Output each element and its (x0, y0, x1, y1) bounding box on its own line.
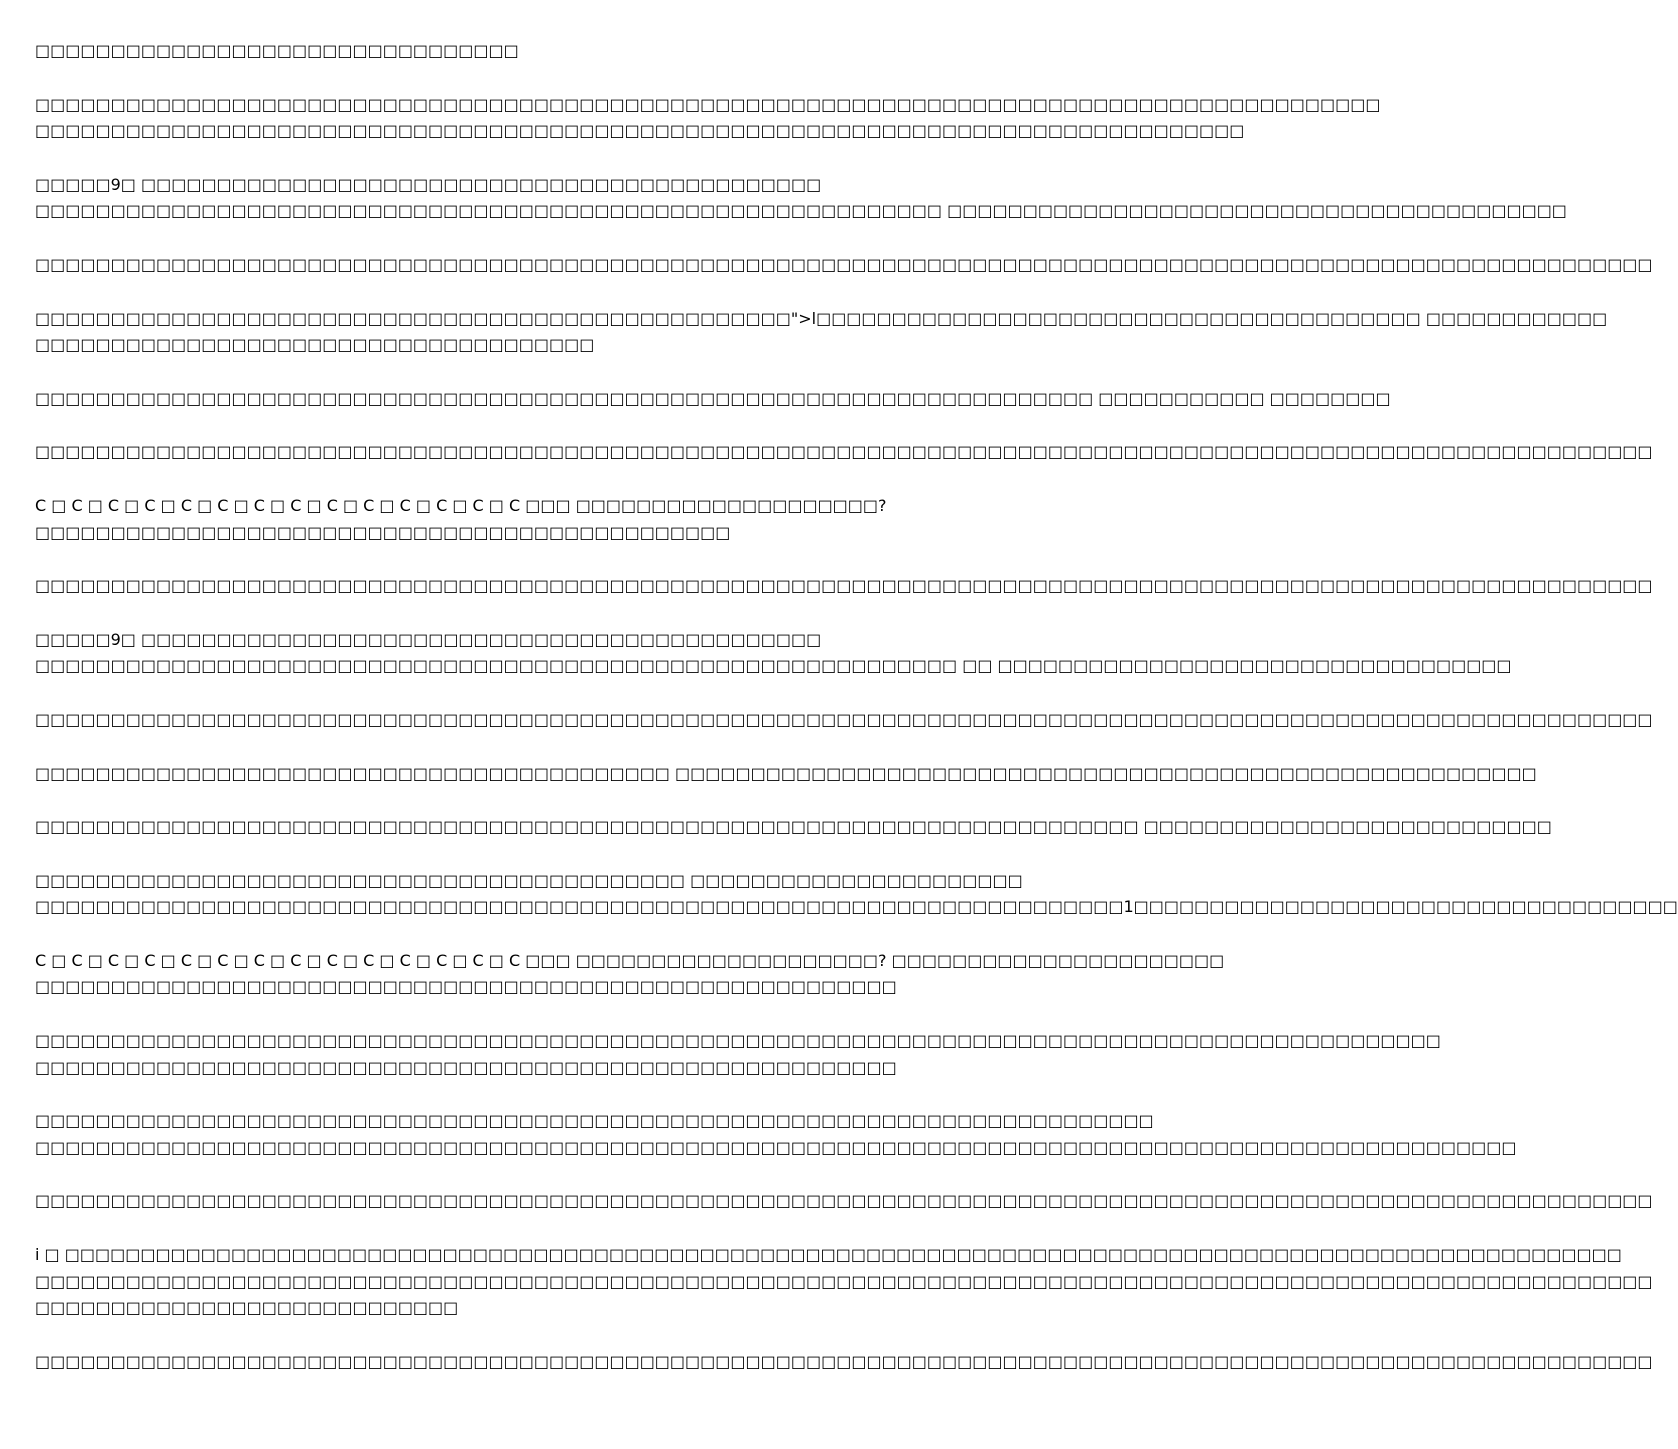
text-line: □□□□□□□□□□□□□□□□□□□□□□□□□□□□□□□□□□□□□□□□□□□□□□□□□□□□□□□□□□□□□□□□□□□□□□□□□□□□□□□□□□□□□□□□□□□□□□□□□□□□□□□□□□□ (35, 254, 1653, 274)
text-line: □□□□□□□□□□□□□□□□□□□□□□□□□□□□ (35, 1298, 459, 1318)
text-line: □□□□□□□□□□□□□□□□□□□□□□□□□□□□□□□□□□□□□□□□□□□□□□□□□□□□□□□□□□□□□□□□□□□□□□□□□□□□□□□□ (35, 121, 1245, 141)
text-line: □□□□□□□□□□□□□□□□□□□□□□□□□□□□□□□□□□□□□□□□□□□□□□□□□□□□□□□□□□□□□□□□□□□□□□□□□□□□□□□□□□□□□□□□□□□□□□□□□□□□□□□□□□□ (35, 442, 1653, 462)
text-line: □□□□□□□□□□□□□□□□□□□□□□□□□□□□□□□□□□□□□ (35, 335, 595, 355)
paragraph (35, 573, 1653, 600)
paragraph (35, 948, 1225, 1001)
paragraph (35, 1028, 1441, 1081)
text-line: □□□□□□□□□□□□□□□□□□□□□□□□□□□□□□□□□□□□□□□□□□□□□□□□□□□□□□□□□□□□ □□□□□□□□□□□□□□□□□□□□□□□□□□□□□□□□□□□□□□□□□ (35, 201, 1567, 221)
text-line: □□□□□□□□□□□□□□□□□□□□□□□□□□□□□□□□□□□□□□□□□□□ □□□□□□□□□□□□□□□□□□□□□□ (35, 870, 1023, 890)
text-line: C □ C □ C □ C □ C □ C □ C □ C □ C □ C □ C □ C □ C □ C □□□ □□□□□□□□□□□□□□□□□□□□? (35, 495, 887, 515)
text-line: □□□□□□□□□□□□□□□□□□□□□□□□□□□□□□□□□□□□□□□□□□□□□□□□□□">l□□□□□□□□□□□□□□□□□□□□□□□□□□□□□□□□□□□□□□□□ □□□□□□□□□□□□ (35, 308, 1608, 328)
text-line: □□□□□□□□□□□□□□□□□□□□□□□□□□□□□□□□□□□□□□□□□□□□□□ (35, 522, 731, 542)
paragraph (35, 1188, 1653, 1215)
text-line: □□□□□□□□□□□□□□□□□□□□□□□□□□□□□□□□□□□□□□□□□□□□□□□□□□□□□□□□□□□□□□□□□□□□□□□□□ □□□□□□□□□□□□□□□□□□□□□□□□□□□ (35, 817, 1552, 837)
text-line: □□□□□□□□□□□□□□□□□□□□□□□□□□□□□□□□□□□□□□□□□□□□□□□□□□□□□□□□□□□□□□□□□□□□□□ □□□□□□□□□□□ □□□□□□□□ (35, 388, 1391, 408)
text-line: □□□□□□□□□□□□□□□□□□□□□□□□□□□□□□□□□□□□□□□□□□□□□□□□□□□□□□□□□□□□□□□□□□□□□□□□1□□□□□□□□□□□□□□□□□□□□□□□□□□□□□□□□□□□□ (35, 897, 1678, 917)
paragraph (35, 1242, 1653, 1322)
paragraph (35, 868, 1678, 921)
paragraph (35, 38, 990, 65)
paragraph (35, 761, 1537, 788)
text-line: □□□□□□□□□□□□□□□□□□□□□□□□□□□□□□□□□□□□□□□□□□□□□□□□□□□□□□□□□□□□□ □□ □□□□□□□□□□□□□□□□□□□□□□□□□□□□□□□□□□ (35, 656, 1512, 676)
text-line: i □ □□□□□□□□□□□□□□□□□□□□□□□□□□□□□□□□□□□□□□□□□□□□□□□□□□□□□□□□□□□□□□□□□□□□□□□□□□□□□□□□□□□□□□□□□□□□□□□□□□□□□□□ (35, 1245, 1622, 1265)
text-line: □□□□□9□ □□□□□□□□□□□□□□□□□□□□□□□□□□□□□□□□□□□□□□□□□□□□□ (35, 629, 822, 649)
text-line: □□□□□□□□□□□□□□□□□□□□□□□□□□□□□□□□□□□□□□□□□□□□□□□□□□□□□□□□□□□□□□□□□□□□□□□□□□□□□□□□□□□□□□□□□□□□□□□□□□□□□□□□□□□ (35, 1191, 1653, 1211)
paragraph (35, 386, 1391, 413)
paragraph (35, 92, 1381, 145)
text-line: □□□□□□□□□□□□□□□□□□□□□□□□□□□□□□□□ (35, 41, 519, 60)
text-line: □□□□□□□□□□□□□□□□□□□□□□□□□□□□□□□□□□□□□□□□□□□□□□□□□□□□□□□□□ (35, 977, 897, 997)
paragraph (35, 493, 990, 546)
paragraph (35, 252, 1653, 279)
paragraph (35, 439, 1653, 466)
paragraph (35, 172, 1567, 225)
text-line: □□□□□□□□□□□□□□□□□□□□□□□□□□□□□□□□□□□□□□□□□□□□□□□□□□□□□□□□□□□□□□□□□□□□□□□□□□□□□□□□□□□□□□□□□□□□□□□□□□ (35, 1137, 1517, 1157)
paragraph (35, 1108, 1517, 1161)
text-line: □□□□□□□□□□□□□□□□□□□□□□□□□□□□□□□□□□□□□□□□□□□□□□□□□□□□□□□□□□□□□□□□□□□□□□□□□□□□□□□□□□□□□□□□□□□□□□□□□□□□□□□□□□□ (35, 576, 1653, 596)
text-line: □□□□□□□□□□□□□□□□□□□□□□□□□□□□□□□□□□□□□□□□□□□□□□□□□□□□□□□□□□□□□□□□□□□□□□□□□□□□□□□□□□□□□□□□□ (35, 94, 1381, 114)
paragraph (35, 306, 1608, 359)
text-line: □□□□□9□ □□□□□□□□□□□□□□□□□□□□□□□□□□□□□□□□□□□□□□□□□□□□□ (35, 174, 822, 194)
text-line: □□□□□□□□□□□□□□□□□□□□□□□□□□□□□□□□□□□□□□□□□□□□□□□□□□□□□□□□□□□□□□□□□□□□□□□□□□□□□□□□□□□□□□□□□□□□□□□□□□□□□□□□□□□ (35, 1351, 1653, 1371)
paragraph (35, 707, 1653, 734)
text-line: □□□□□□□□□□□□□□□□□□□□□□□□□□□□□□□□□□□□□□□□□□ □□□□□□□□□□□□□□□□□□□□□□□□□□□□□□□□□□□□□□□□□□□□□□□□□□□□□□□□□ (35, 763, 1537, 783)
paragraph (35, 814, 1552, 841)
text-line: □□□□□□□□□□□□□□□□□□□□□□□□□□□□□□□□□□□□□□□□□□□□□□□□□□□□□□□□□□□□□□□□□□□□□□□□□□□□□□□□□□□□□□□□□□□□□□□□□□□□□□□□□□□ (35, 709, 1653, 729)
text-line: □□□□□□□□□□□□□□□□□□□□□□□□□□□□□□□□□□□□□□□□□□□□□□□□□□□□□□□□□ (35, 1057, 897, 1077)
paragraph (35, 1349, 1653, 1376)
text-line: C □ C □ C □ C □ C □ C □ C □ C □ C □ C □ C □ C □ C □ C □□□ □□□□□□□□□□□□□□□□□□□□? □□□□□□□□□□□□□□□□□□□□□□ (35, 950, 1225, 970)
document-body (35, 38, 1678, 1402)
paragraph (35, 627, 1512, 680)
text-line: □□□□□□□□□□□□□□□□□□□□□□□□□□□□□□□□□□□□□□□□□□□□□□□□□□□□□□□□□□□□□□□□□□□□□□□□□□ (35, 1111, 1154, 1131)
text-line: □□□□□□□□□□□□□□□□□□□□□□□□□□□□□□□□□□□□□□□□□□□□□□□□□□□□□□□□□□□□□□□□□□□□□□□□□□□□□□□□□□□□□□□□□□□□□□□□□□□□□□□□□□□ (35, 1271, 1653, 1291)
text-line: □□□□□□□□□□□□□□□□□□□□□□□□□□□□□□□□□□□□□□□□□□□□□□□□□□□□□□□□□□□□□□□□□□□□□□□□□□□□□□□□□□□□□□□□□□□□□ (35, 1031, 1441, 1051)
